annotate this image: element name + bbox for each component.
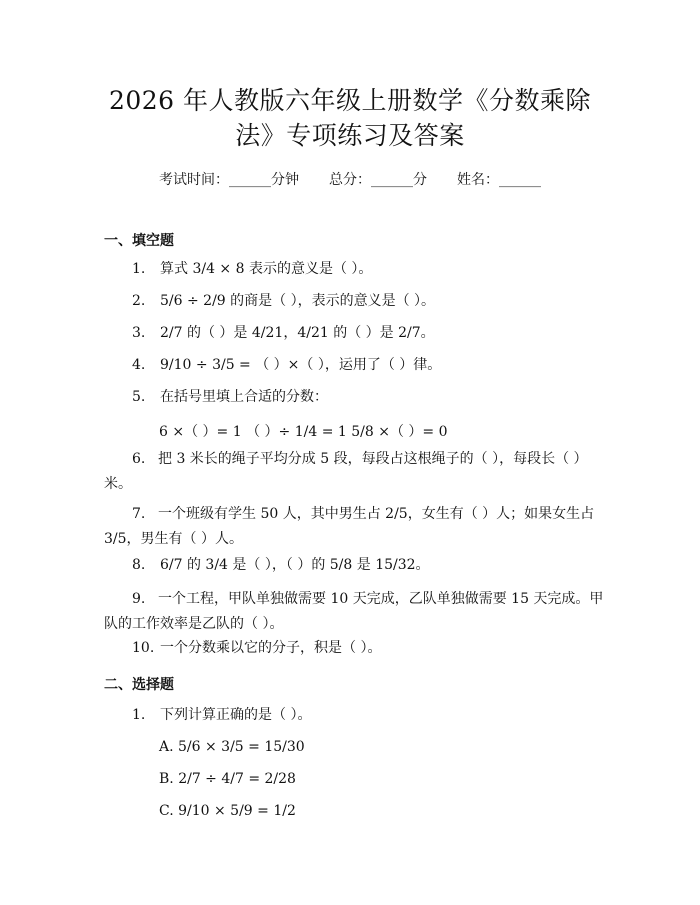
question-item: [104, 636, 604, 661]
question-number: 3.: [132, 325, 146, 341]
choice-option-b: B. 2/7 ÷ 4/7 = 2/28: [159, 771, 296, 787]
question-number: 6.: [132, 451, 146, 467]
question-number: 1.: [132, 707, 146, 723]
exam-time-field: 考试时间：______分钟: [159, 172, 299, 188]
question-number: 7.: [132, 506, 146, 522]
question-item: [104, 502, 604, 552]
question-number: 2.: [132, 293, 146, 309]
exam-info-line: [0, 169, 700, 189]
question-subline: 6 ×（ ）= 1 （ ）÷ 1/4 = 1 5/8 ×（ ）= 0: [159, 424, 448, 440]
section-heading-multiple-choice: 二、选择题: [104, 677, 174, 693]
question-text: 下列计算正确的是（ ）。: [160, 707, 312, 723]
question-number: 9.: [132, 591, 146, 607]
student-name-field: 姓名：______: [457, 172, 541, 188]
question-text: 一个班级有学生 50 人，其中男生占 2/5，女生有（ ）人；如果女生占 3/5，男生有（ ）人。: [104, 506, 595, 547]
question-text: 6/7 的 3/4 是（ ），（ ）的 5/8 是 15/32。: [160, 557, 430, 573]
question-number: 8.: [132, 557, 146, 573]
section-heading-fill-in: 一、填空题: [104, 233, 174, 249]
document-title-line-1: 2026 年人教版六年级上册数学《分数乘除: [108, 86, 592, 115]
question-item: [104, 257, 604, 282]
question-text: 一个分数乘以它的分子，积是（ ）。: [160, 640, 382, 656]
question-item: [104, 553, 604, 578]
document-title-line-2: 法》专项练习及答案: [235, 121, 465, 150]
question-number: 5.: [132, 389, 146, 405]
question-item: [104, 587, 604, 637]
question-text: 5/6 ÷ 2/9 的商是（ ），表示的意义是（ ）。: [160, 293, 436, 309]
question-text: 算式 3/4 × 8 表示的意义是（ ）。: [160, 261, 373, 277]
question-text: 9/10 ÷ 3/5 = （ ）×（ ），运用了（ ）律。: [160, 357, 442, 373]
question-item: [104, 447, 604, 497]
question-number: 1.: [132, 261, 146, 277]
question-text: 2/7 的（ ）是 4/21，4/21 的（ ）是 2/7。: [160, 325, 435, 341]
choice-option-a: A. 5/6 × 3/5 = 15/30: [159, 739, 305, 755]
question-item: [104, 703, 604, 728]
question-item: [104, 353, 604, 378]
question-item: [104, 385, 604, 410]
total-score-field: 总分：______分: [329, 172, 427, 188]
question-item: [104, 289, 604, 314]
question-text: 把 3 米长的绳子平均分成 5 段，每段占这根绳子的（ ），每段长（ ）米。: [104, 451, 588, 492]
choice-option-c: C. 9/10 × 5/9 = 1/2: [159, 803, 296, 819]
question-text: 一个工程，甲队单独做需要 10 天完成，乙队单独做需要 15 天完成。甲队的工作效率是乙队的（ ）。: [104, 591, 604, 632]
question-number: 10.: [132, 640, 155, 656]
question-text: 在括号里填上合适的分数：: [160, 389, 328, 405]
question-number: 4.: [132, 357, 146, 373]
question-item: [104, 321, 604, 346]
